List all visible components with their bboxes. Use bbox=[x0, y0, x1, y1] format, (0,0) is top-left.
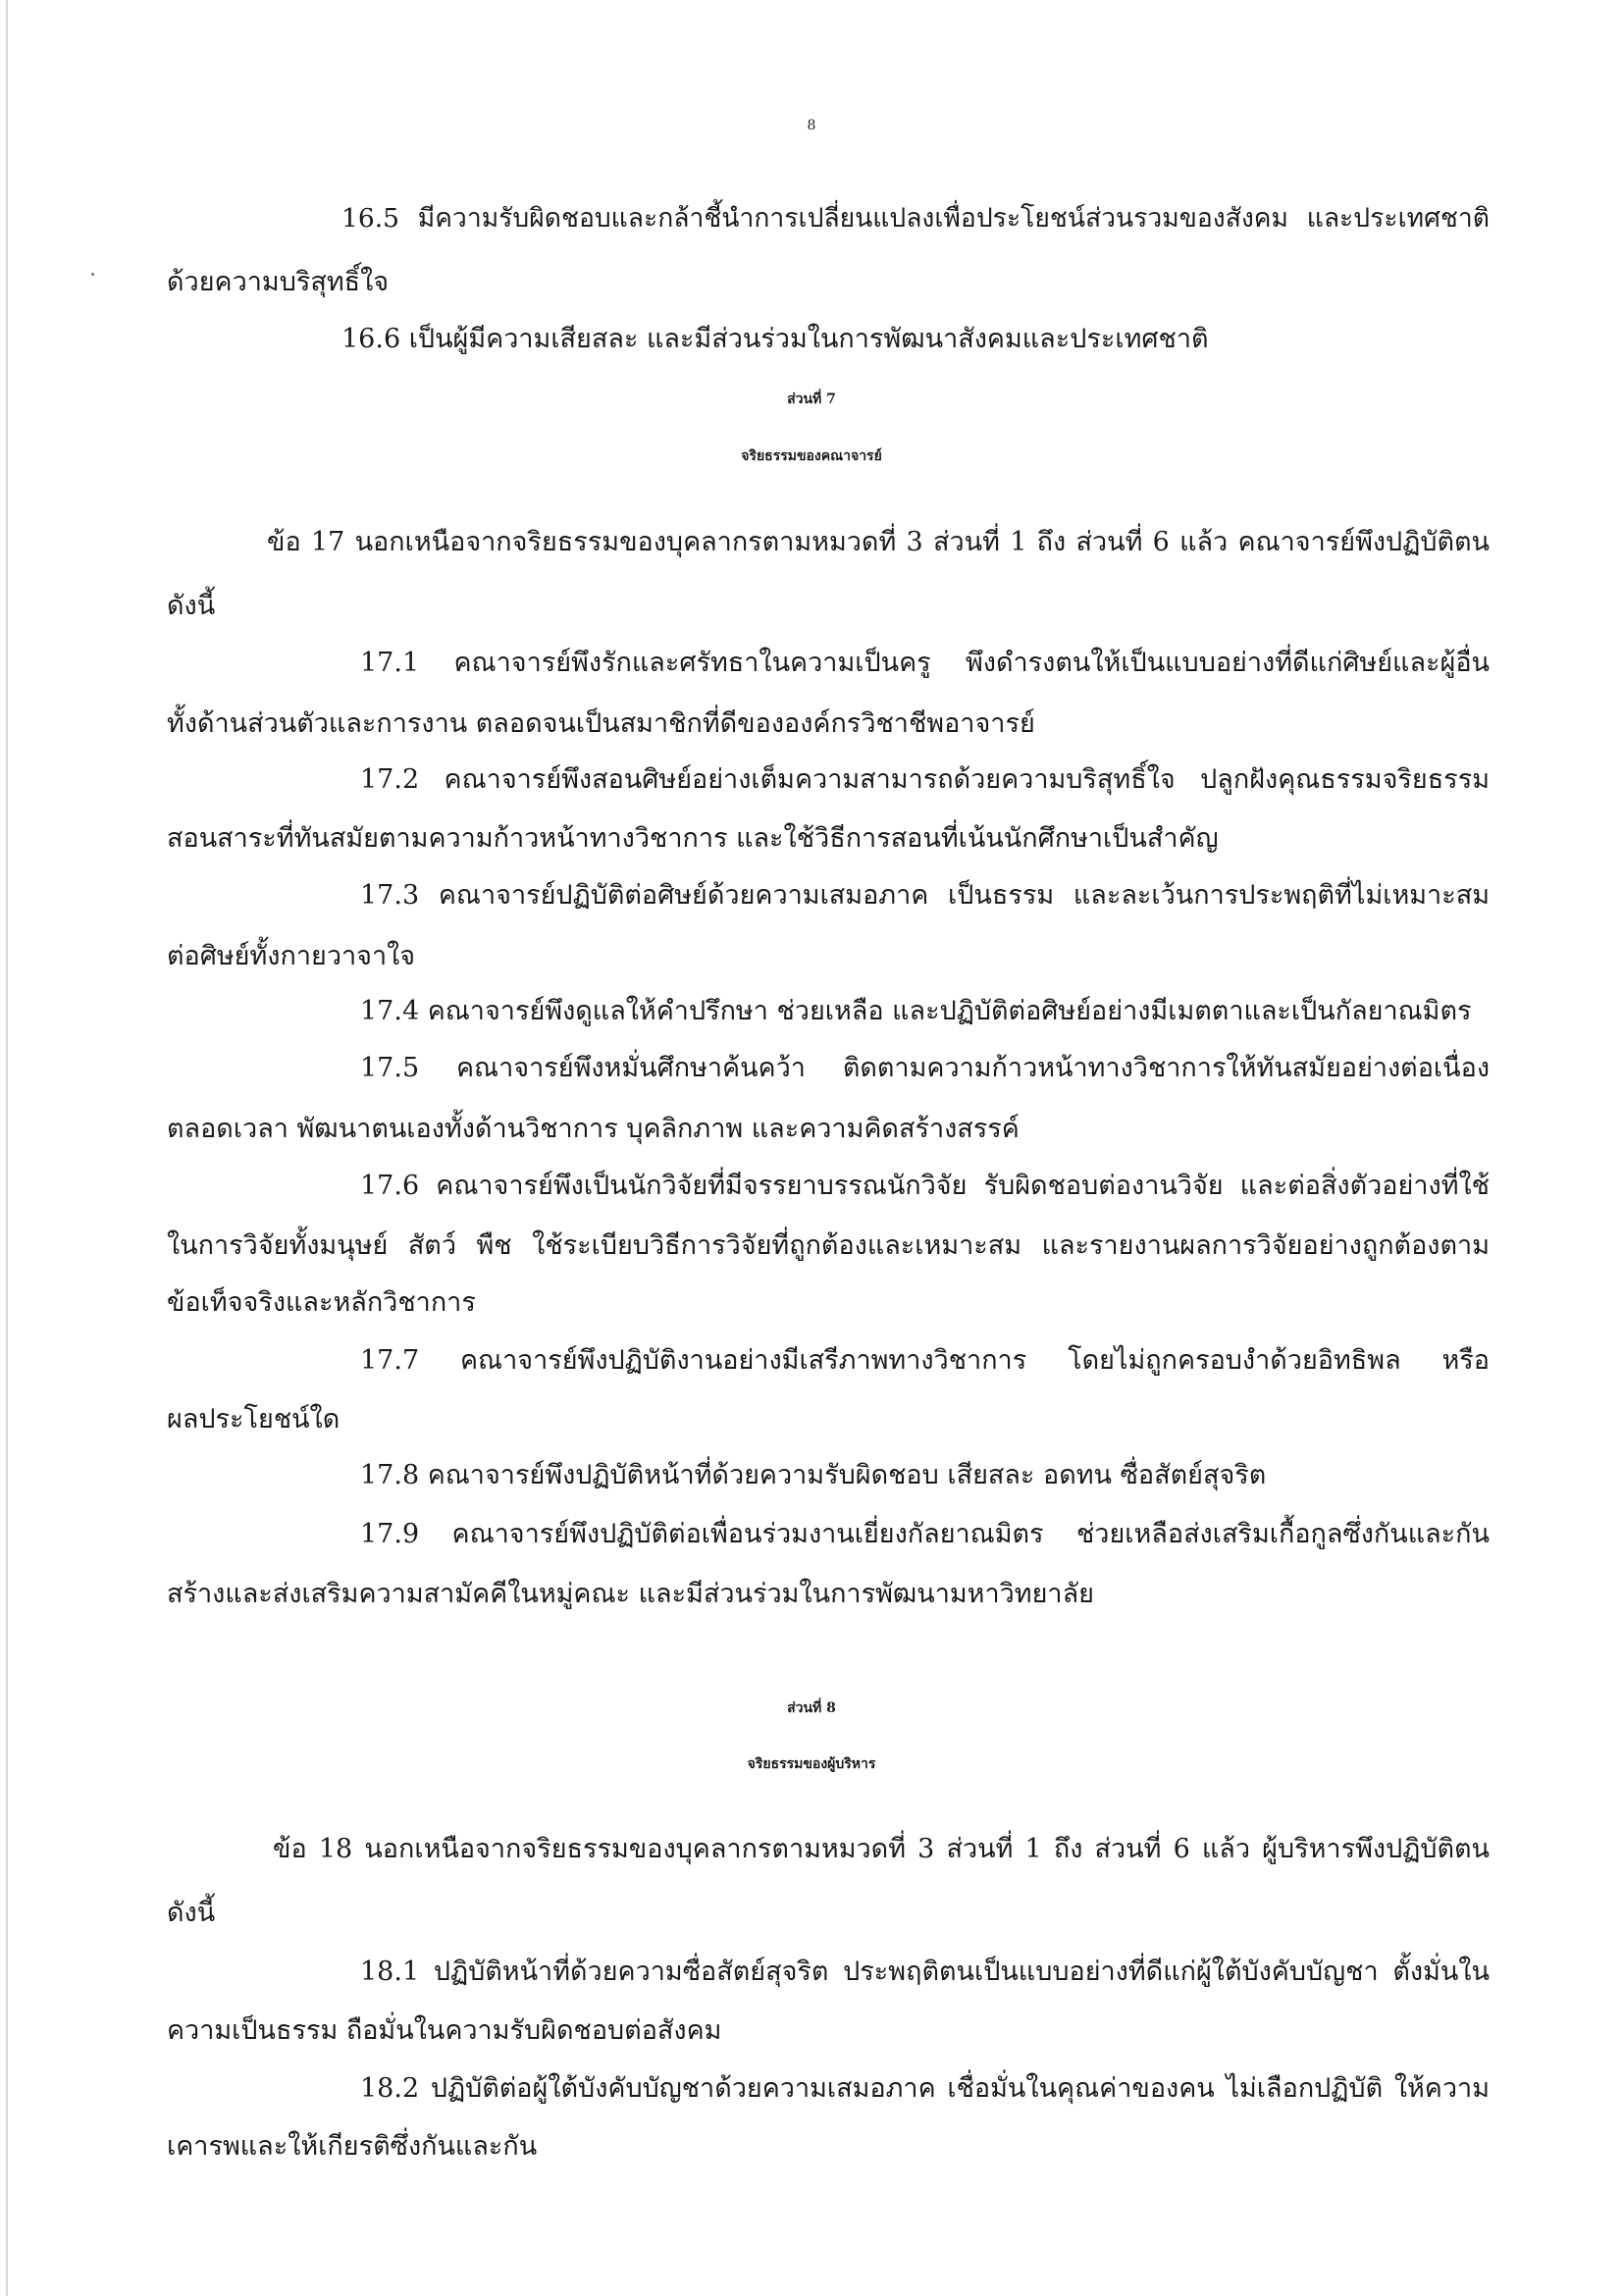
item-17-3-line-2: ต่อศิษย์ทั้งกายวาจาใจ bbox=[167, 941, 416, 971]
article-17-line-1: ข้อ 17 นอกเหนือจากจริยธรรมของบุคลากรตามหมวดที่ 3 ส่วนที่ 1 ถึง ส่วนที่ 6 แล้ว คณาจารย์พึงปฏิบัติตน bbox=[267, 527, 1490, 557]
item-18-1-line-1: 18.1 ปฏิบัติหน้าที่ด้วยความซื่อสัตย์สุจริต ประพฤติตนเป็นแบบอย่างที่ดีแก่ผู้ใต้บังคับบัญชา ตั้งมั่นใน bbox=[360, 1957, 1490, 1987]
item-17-9-line-2: สร้างและส่งเสริมความสามัคคีในหมู่คณะ และมีส่วนร่วมในการพัฒนามหาวิทยาลัย bbox=[167, 1579, 1094, 1609]
paragraph-16-6: 16.6 เป็นผู้มีความเสียสละ และมีส่วนร่วมในการพัฒนาสังคมและประเทศชาติ bbox=[341, 324, 1209, 354]
item-17-5-line-2: ตลอดเวลา พัฒนาตนเองทั้งด้านวิชาการ บุคลิกภาพ และความคิดสร้างสรรค์ bbox=[167, 1114, 1020, 1144]
article-18-line-2: ดังนี้ bbox=[167, 1898, 216, 1928]
paragraph-16-5-line-2: ด้วยความบริสุทธิ์ใจ bbox=[167, 267, 390, 297]
item-17-8: 17.8 คณาจารย์พึงปฏิบัติหน้าที่ด้วยความรับผิดชอบ เสียสละ อดทน ซื่อสัตย์สุจริต bbox=[360, 1460, 1267, 1490]
section-8-title: จริยธรรมของผู้บริหาร bbox=[747, 1756, 876, 1772]
section-7-title: จริยธรรมของคณาจารย์ bbox=[741, 448, 882, 464]
item-18-1-line-2: ความเป็นธรรม ถือมั่นในความรับผิดชอบต่อสังคม bbox=[167, 2015, 722, 2046]
item-17-3-line-1: 17.3 คณาจารย์ปฏิบัติต่อศิษย์ด้วยความเสมอภาค เป็นธรรม และละเว้นการประพฤติที่ไม่เหมาะสม bbox=[360, 880, 1490, 911]
item-17-4: 17.4 คณาจารย์พึงดูแลให้คำปรึกษา ช่วยเหลือ และปฏิบัติต่อศิษย์อย่างมีเมตตาและเป็นกัลยาณมิตร bbox=[360, 996, 1472, 1026]
scan-edge bbox=[6, 0, 8, 2296]
item-17-1-line-2: ทั้งด้านส่วนตัวและการงาน ตลอดจนเป็นสมาชิกที่ดีขององค์กรวิชาชีพอาจารย์ bbox=[167, 708, 1035, 739]
paragraph-16-5-line-1: 16.5 มีความรับผิดชอบและกล้าชี้นำการเปลี่ยนแปลงเพื่อประโยชน์ส่วนรวมของสังคม และประเทศชาติ bbox=[341, 203, 1490, 234]
article-18-line-1: ข้อ 18 นอกเหนือจากจริยธรรมของบุคลากรตามหมวดที่ 3 ส่วนที่ 1 ถึง ส่วนที่ 6 แล้ว ผู้บริหารพึงปฏิบัติตน bbox=[273, 1834, 1490, 1864]
item-17-7-line-2: ผลประโยชน์ใด bbox=[167, 1404, 340, 1435]
item-17-2-line-2: สอนสาระที่ทันสมัยตามความก้าวหน้าทางวิชาการ และใช้วิธีการสอนที่เน้นนักศึกษาเป็นสำคัญ bbox=[167, 823, 1219, 854]
item-17-9-line-1: 17.9 คณาจารย์พึงปฏิบัติต่อเพื่อนร่วมงานเยี่ยงกัลยาณมิตร ช่วยเหลือส่งเสริมเกื้อกูลซึ่งกันและกัน bbox=[360, 1519, 1490, 1549]
section-8-heading: ส่วนที่ 8 bbox=[787, 1700, 836, 1716]
scan-speck bbox=[91, 273, 94, 276]
item-17-1-line-1: 17.1 คณาจารย์พึงรักและศรัทธาในความเป็นครู พึงดำรงตนให้เป็นแบบอย่างที่ดีแก่ศิษย์และผู้อื่น bbox=[360, 648, 1490, 678]
item-17-5-line-1: 17.5 คณาจารย์พึงหมั่นศึกษาค้นคว้า ติดตามความก้าวหน้าทางวิชาการให้ทันสมัยอย่างต่อเนื่อง bbox=[360, 1053, 1490, 1083]
item-17-6-line-1: 17.6 คณาจารย์พึงเป็นนักวิจัยที่มีจรรยาบรรณนักวิจัย รับผิดชอบต่องานวิจัย และต่อสิ่งตัวอย่างที่ใช้ bbox=[360, 1171, 1490, 1201]
page-number: 8 bbox=[807, 118, 816, 133]
item-17-7-line-1: 17.7 คณาจารย์พึงปฏิบัติงานอย่างมีเสรีภาพทางวิชาการ โดยไม่ถูกครอบงำด้วยอิทธิพล หรือ bbox=[360, 1345, 1490, 1376]
item-18-2-line-1: 18.2 ปฏิบัติต่อผู้ใต้บังคับบัญชาด้วยความเสมอภาค เชื่อมั่นในคุณค่าของคน ไม่เลือกปฏิบัติ ให้ความ bbox=[360, 2073, 1490, 2104]
item-18-2-line-2: เคารพและให้เกียรติซึ่งกันและกัน bbox=[167, 2131, 538, 2162]
article-17-line-2: ดังนี้ bbox=[167, 591, 216, 621]
item-17-6-line-3: ข้อเท็จจริงและหลักวิชาการ bbox=[167, 1287, 476, 1318]
section-7-heading: ส่วนที่ 7 bbox=[787, 391, 836, 407]
item-17-6-line-2: ในการวิจัยทั้งมนุษย์ สัตว์ พืช ใช้ระเบียบวิธีการวิจัยที่ถูกต้องและเหมาะสม และรายงานผลการวิจัยอย่างถูกต้องตาม bbox=[167, 1230, 1490, 1261]
item-17-2-line-1: 17.2 คณาจารย์พึงสอนศิษย์อย่างเต็มความสามารถด้วยความบริสุทธิ์ใจ ปลูกฝังคุณธรรมจริยธรรม bbox=[360, 764, 1490, 795]
